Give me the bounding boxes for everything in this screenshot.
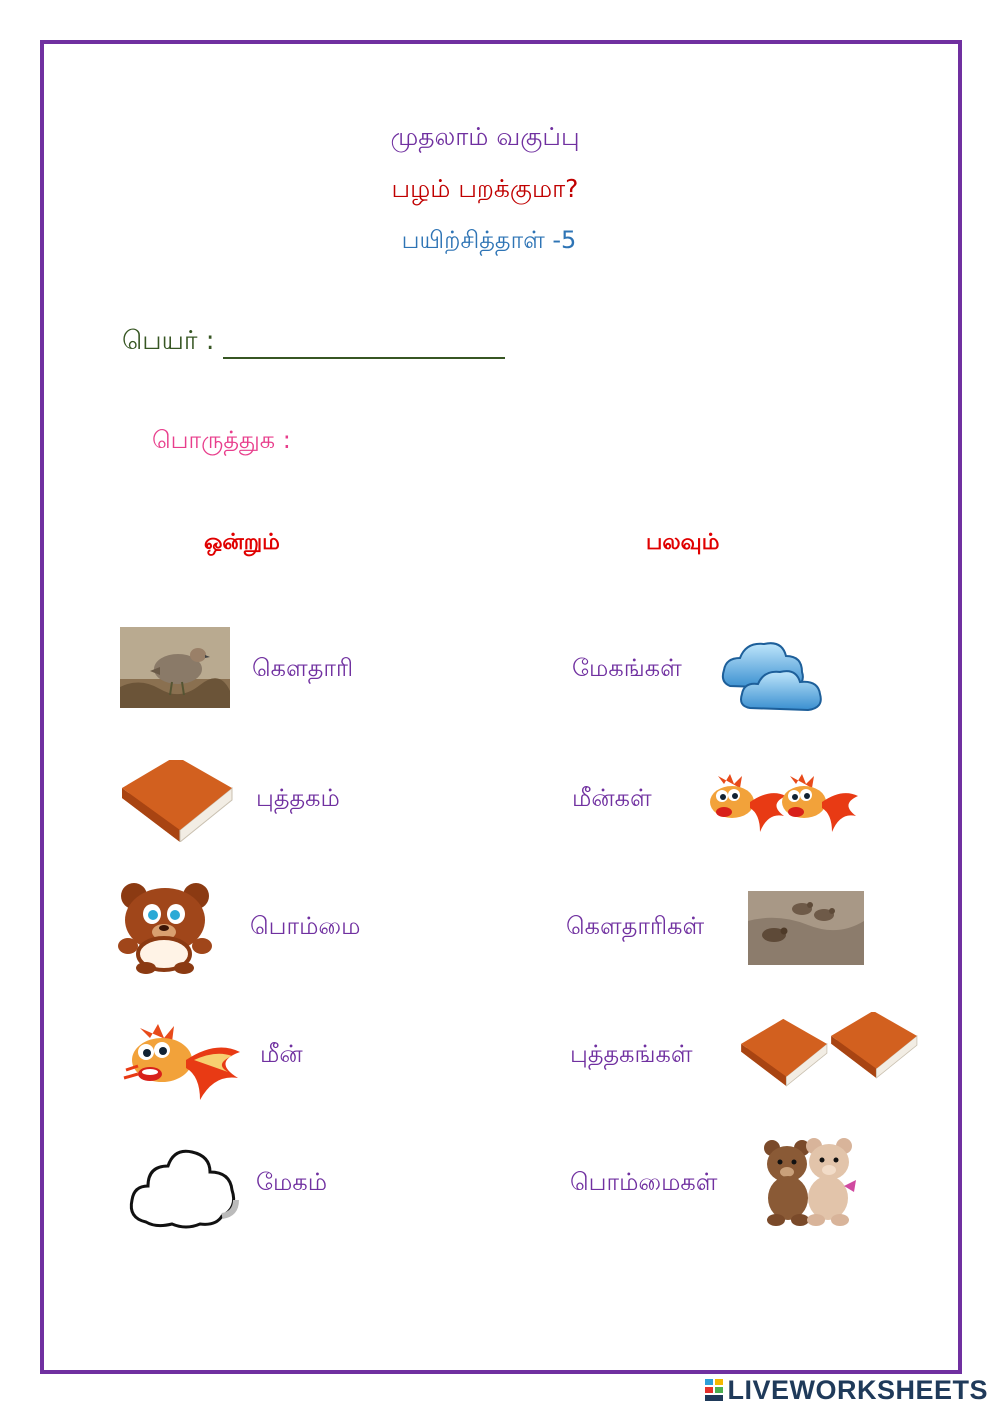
word-singular-1: கௌதாரி <box>252 654 354 682</box>
name-row <box>122 326 505 359</box>
grade-title: முதலாம் வகுப்பு <box>390 122 580 151</box>
partridges-photo <box>748 891 864 965</box>
clouds-icon <box>720 636 826 714</box>
word-plural-4: புத்தகங்கள் <box>570 1040 693 1068</box>
teddy-bear-icon <box>116 880 214 974</box>
liveworksheets-logo-icon <box>705 1377 723 1399</box>
fishes-icon <box>704 770 858 836</box>
word-plural-1: மேகங்கள் <box>572 654 682 682</box>
book-icon <box>118 760 234 842</box>
column-heading-plural: பலவும் <box>646 530 720 555</box>
teddy-bears-icon <box>762 1136 856 1228</box>
word-singular-3: பொம்மை <box>250 912 361 940</box>
cloud-outline-icon <box>126 1144 240 1232</box>
word-singular-5: மேகம் <box>256 1168 328 1196</box>
fish-icon <box>120 1020 244 1104</box>
worksheet-title: பயிற்சித்தாள் -5 <box>401 226 577 254</box>
lesson-title: பழம் பறக்குமா? <box>391 174 579 203</box>
word-plural-2: மீன்கள் <box>572 784 652 812</box>
word-plural-5: பொம்மைகள் <box>570 1168 718 1196</box>
column-heading-singular: ஒன்றும் <box>204 530 280 555</box>
brand-watermark <box>705 1375 988 1406</box>
books-icon <box>738 1012 918 1092</box>
brand-name: LIVEWORKSHEETS <box>727 1375 988 1405</box>
word-singular-4: மீன் <box>260 1040 303 1068</box>
word-plural-3: கௌதாரிகள் <box>566 912 705 940</box>
name-label: பெயர் : <box>122 326 215 356</box>
name-field[interactable] <box>223 331 505 359</box>
word-singular-2: புத்தகம் <box>256 784 340 812</box>
partridge-photo <box>120 627 230 708</box>
instruction: பொருத்துக : <box>152 426 291 454</box>
